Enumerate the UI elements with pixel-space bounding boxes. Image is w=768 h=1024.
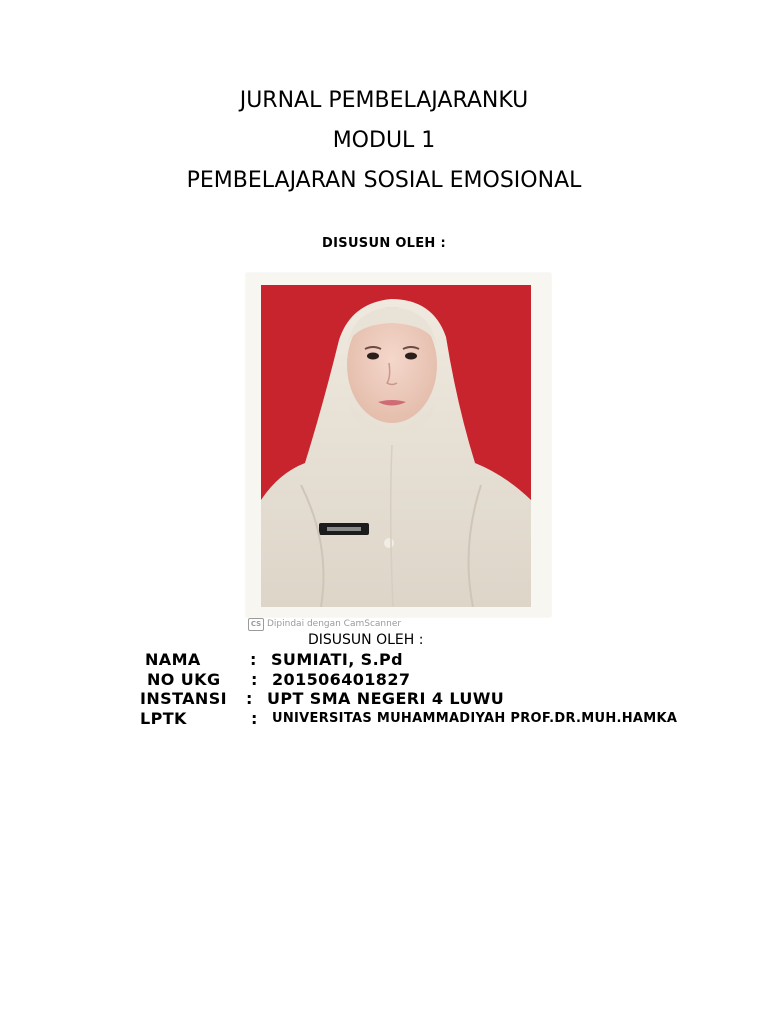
document-title-line-2: MODUL 1 <box>332 128 436 153</box>
camscanner-logo-icon: CS <box>248 618 264 631</box>
field-separator: : <box>251 670 258 689</box>
camscanner-watermark <box>248 617 401 631</box>
camscanner-watermark-text: Dipindai dengan CamScanner <box>267 619 402 629</box>
field-value: SUMIATI, S.Pd <box>271 650 404 669</box>
document-title-line-3: PEMBELAJARAN SOSIAL EMOSIONAL <box>186 168 582 193</box>
author-heading: DISUSUN OLEH : <box>322 236 446 251</box>
author-photo <box>246 273 551 617</box>
author-heading-secondary: DISUSUN OLEH : <box>308 632 424 648</box>
field-value: UNIVERSITAS MUHAMMADIYAH PROF.DR.MUH.HAMKA <box>272 711 678 726</box>
field-separator: : <box>246 689 253 708</box>
portrait-photo-icon <box>261 285 531 607</box>
field-label: INSTANSI <box>140 689 227 708</box>
field-separator: : <box>251 709 258 728</box>
document-title-line-1: JURNAL PEMBELAJARANKU <box>239 88 529 113</box>
field-separator: : <box>250 650 257 669</box>
field-label: NAMA <box>145 650 201 669</box>
field-value: UPT SMA NEGERI 4 LUWU <box>267 689 505 708</box>
field-label: LPTK <box>140 709 187 728</box>
field-label: NO UKG <box>147 670 221 689</box>
field-value: 201506401827 <box>272 670 411 689</box>
